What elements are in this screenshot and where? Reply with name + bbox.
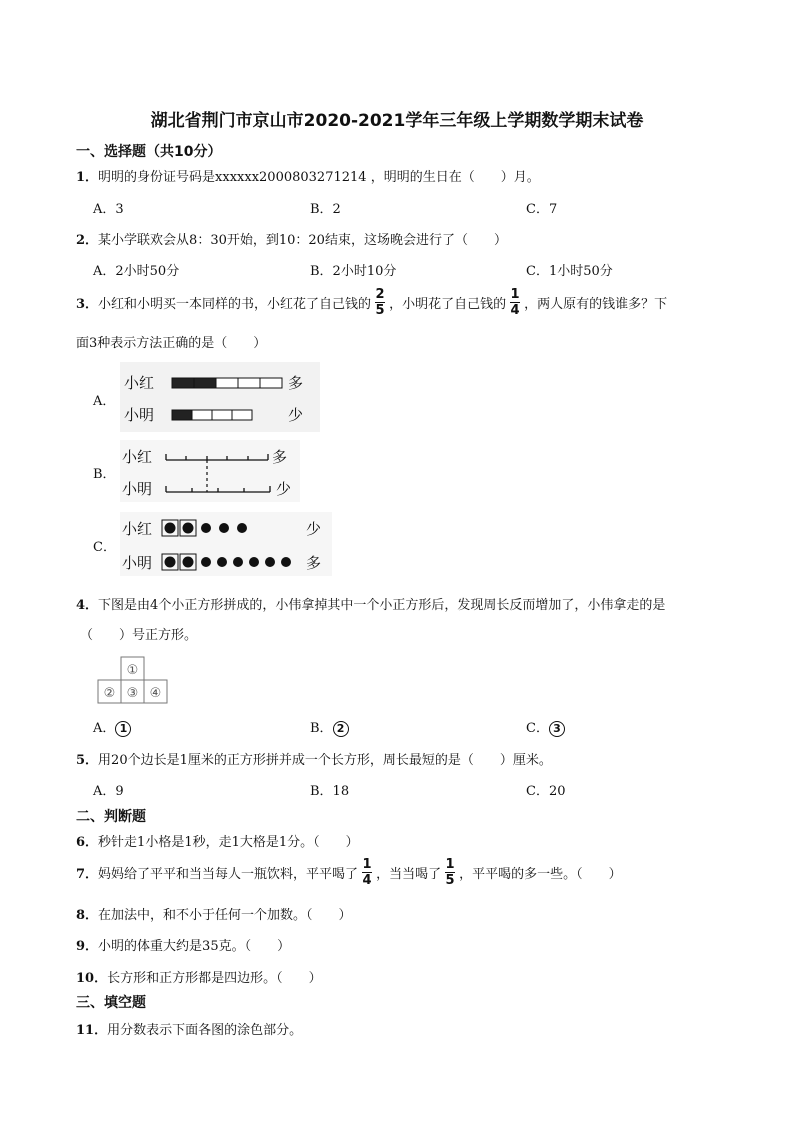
- fraction-one-quarter: [510, 288, 520, 317]
- question-text: ，当当喝了: [376, 867, 442, 882]
- question-text: 妈妈给了平平和当当每人一瓶饮料，平平喝了: [98, 867, 359, 882]
- question-9: [76, 935, 290, 954]
- label-xiaoming: 小明: [122, 480, 153, 498]
- q1-option-a: A．3: [93, 202, 124, 217]
- question-4-line2: （ ）号正方形。: [80, 628, 198, 643]
- q5-option-c: C．20: [526, 784, 566, 799]
- question-text: 小明的体重大约是35克。（ ）: [98, 939, 291, 954]
- denominator: 5: [375, 303, 385, 318]
- denominator: 4: [362, 873, 372, 888]
- q3-option-c-figure: [120, 512, 332, 576]
- circled-number-1: 1: [115, 721, 131, 737]
- question-text: ，平平喝的多一些。（ ）: [459, 867, 622, 882]
- label-more: 多: [272, 448, 288, 466]
- label-xiaohong: 小红: [124, 374, 155, 392]
- label-more: 多: [306, 554, 322, 572]
- label-xiaoming: 小明: [124, 406, 155, 424]
- question-text: 用20个边长是1厘米的正方形拼并成一个长方形，周长最短的是（ ）厘米。: [98, 753, 552, 768]
- question-number: 4．: [76, 598, 99, 613]
- q3-option-c-label: C．: [93, 540, 116, 555]
- label-less: 少: [306, 520, 322, 538]
- question-number: 5．: [76, 753, 99, 768]
- numerator: 1: [362, 857, 372, 872]
- question-number: 9．: [76, 939, 99, 954]
- q3-option-b-figure: [120, 440, 300, 502]
- section-fill-heading: 三、填空题: [76, 995, 146, 1011]
- square-2-label: ②: [103, 686, 116, 701]
- question-text: 某小学联欢会从8：30开始，到10：20结束，这场晚会进行了（ ）: [98, 233, 507, 248]
- question-5: [76, 749, 552, 768]
- question-text: 下图是由4个小正方形拼成的，小伟拿掉其中一个小正方形后，发现周长反而增加了，小伟拿走的是: [98, 598, 666, 613]
- q3-option-b-label: B．: [93, 467, 116, 482]
- q1-option-c: C．7: [526, 202, 558, 217]
- circled-number-2: 2: [333, 721, 349, 737]
- question-1: [76, 166, 540, 185]
- question-number: 8．: [76, 908, 99, 923]
- fraction-one-fifth: [445, 858, 455, 887]
- numerator: 1: [510, 287, 520, 302]
- q2-option-a: A．2小时50分: [93, 264, 180, 279]
- question-number: 2．: [76, 233, 99, 248]
- square-1-label: ①: [126, 663, 139, 678]
- question-text: 用分数表示下面各图的涂色部分。: [107, 1023, 303, 1038]
- question-number: 7．: [76, 867, 99, 882]
- question-3-line2: 面3种表示方法正确的是（ ）: [76, 336, 267, 351]
- q2-option-c: C．1小时50分: [526, 264, 613, 279]
- bar-xiaoming: [172, 410, 252, 420]
- q4-option-c: [526, 717, 565, 737]
- q4-squares-figure: [97, 656, 169, 704]
- question-number: 3．: [76, 297, 99, 312]
- question-text: 长方形和正方形都是四边形。（ ）: [107, 971, 322, 986]
- section-choice-heading: 一、选择题（共10分）: [76, 144, 222, 160]
- question-text: 明明的身份证号码是xxxxxx2000803271214 ，明明的生日在（ ）月。: [98, 170, 540, 185]
- label-xiaohong: 小红: [122, 520, 153, 538]
- label-less: 少: [276, 480, 292, 498]
- question-number: 10．: [76, 971, 108, 986]
- question-number: 6．: [76, 835, 99, 850]
- question-number: 1．: [76, 170, 99, 185]
- question-6: [76, 831, 359, 850]
- label-less: 少: [288, 406, 304, 424]
- option-letter: B．: [310, 721, 333, 736]
- label-xiaohong: 小红: [122, 448, 153, 466]
- question-8: [76, 904, 352, 923]
- numerator: 1: [445, 857, 455, 872]
- denominator: 5: [445, 873, 455, 888]
- q1-option-b: B．2: [310, 202, 341, 217]
- question-4: [76, 594, 665, 613]
- question-text: 秒针走1小格是1秒，走1大格是1分。（ ）: [98, 835, 359, 850]
- q3-option-a-figure: [120, 362, 320, 432]
- label-xiaoming: 小明: [122, 554, 153, 572]
- question-10: [76, 967, 322, 986]
- section-judge-heading: 二、判断题: [76, 809, 146, 825]
- question-11: [76, 1019, 302, 1038]
- fraction-one-quarter: [362, 858, 372, 887]
- question-7: [76, 858, 622, 887]
- label-more: 多: [288, 374, 304, 392]
- question-number: 11．: [76, 1023, 108, 1038]
- question-3: [76, 288, 667, 317]
- q5-option-a: A．9: [93, 784, 124, 799]
- question-2: [76, 229, 507, 248]
- page-title: 湖北省荆门市京山市2020-2021学年三年级上学期数学期末试卷: [150, 111, 644, 131]
- q2-option-b: B．2小时10分: [310, 264, 397, 279]
- square-3-label: ③: [126, 686, 139, 701]
- question-text: 小红和小明买一本同样的书，小红花了自己钱的: [98, 297, 372, 312]
- circled-number-3: 3: [549, 721, 565, 737]
- bar-xiaohong: [172, 378, 282, 388]
- question-text: ，小明花了自己钱的: [389, 297, 507, 312]
- q4-option-b: [310, 717, 349, 737]
- numerator: 2: [375, 287, 385, 302]
- fraction-two-fifths: [375, 288, 385, 317]
- denominator: 4: [510, 303, 520, 318]
- q3-option-a-label: A．: [93, 394, 116, 409]
- question-text: 在加法中，和不小于任何一个加数。（ ）: [98, 908, 352, 923]
- q5-option-b: B．18: [310, 784, 350, 799]
- option-letter: A．: [93, 721, 116, 736]
- square-4-label: ④: [149, 686, 162, 701]
- q4-option-a: [93, 717, 131, 737]
- question-text: ，两人原有的钱谁多？下: [524, 297, 668, 312]
- option-letter: C．: [526, 721, 549, 736]
